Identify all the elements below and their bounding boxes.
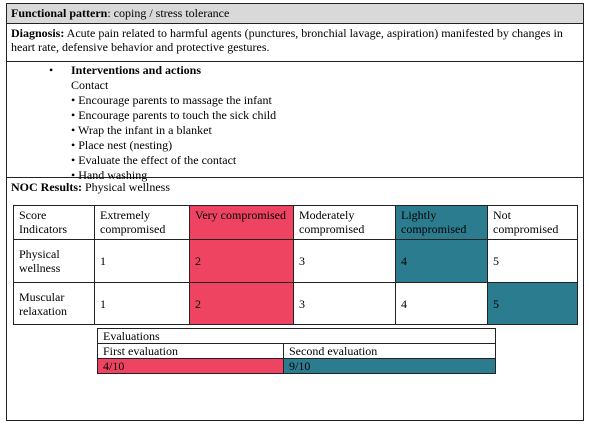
header-cell: Score Indicators [14,206,95,240]
indicator-cell: Physical wellness [14,240,95,283]
interventions-section [7,62,583,182]
intervention-item: • Encourage parents to massage the infant [71,93,272,107]
first-evaluation-label: First evaluation [98,344,284,359]
interventions-title: Interventions and actions [71,63,202,77]
functional-pattern-label: Functional pattern [11,6,108,20]
functional-pattern-header [7,4,583,24]
intervention-item: • Encourage parents to touch the sick child [71,108,277,122]
score-cell: 5 [488,240,578,283]
care-plan-form [6,3,584,421]
evaluations-value-row [98,359,496,374]
table-row [14,240,578,283]
evaluations-title-row [98,329,496,344]
second-evaluation-value: 9/10 [284,359,496,374]
intervention-item: • Evaluate the effect of the contact [71,153,237,167]
score-cell: 1 [95,283,190,325]
evaluations-title: Evaluations [98,329,496,344]
score-cell: 3 [294,240,396,283]
header-cell: Not compromised [488,206,578,240]
interventions-bullet: • [49,63,54,77]
score-cell: 2 [190,283,294,325]
interventions-subtitle: Contact [71,78,109,92]
intervention-item: • Place nest (nesting) [71,138,173,152]
indicator-cell: Muscular relaxation [14,283,95,325]
score-cell: 4 [396,283,488,325]
interventions-list [71,93,276,183]
second-evaluation-label: Second evaluation [284,344,496,359]
score-table [13,205,578,325]
noc-results [11,180,170,195]
score-cell: 4 [396,240,488,283]
intervention-item: • Hand washing [71,168,148,182]
evaluations-label-row [98,344,496,359]
header-cell: Extremely compromised [95,206,190,240]
functional-pattern-value: : coping / stress tolerance [107,6,230,20]
score-cell: 1 [95,240,190,283]
diagnosis-text: Acute pain related to harmful agents (punctures, bronchial lavage, aspiration) manifested by changes in heart rate, defensive behavior and protective gestures. [11,26,563,54]
score-table-header-row [14,206,578,240]
diagnosis-label: Diagnosis: [11,26,65,40]
header-cell: Lightly compromised [396,206,488,240]
header-cell: Moderately compromised [294,206,396,240]
noc-label: NOC Results: [11,180,82,194]
evaluations-table [97,328,496,374]
header-cell: Very compromised [190,206,294,240]
first-evaluation-value: 4/10 [98,359,284,374]
table-row [14,283,578,325]
noc-value: Physical wellness [82,180,170,194]
intervention-item: • Wrap the infant in a blanket [71,123,212,137]
diagnosis-section [7,24,583,62]
score-cell: 2 [190,240,294,283]
score-cell: 3 [294,283,396,325]
score-cell: 5 [488,283,578,325]
